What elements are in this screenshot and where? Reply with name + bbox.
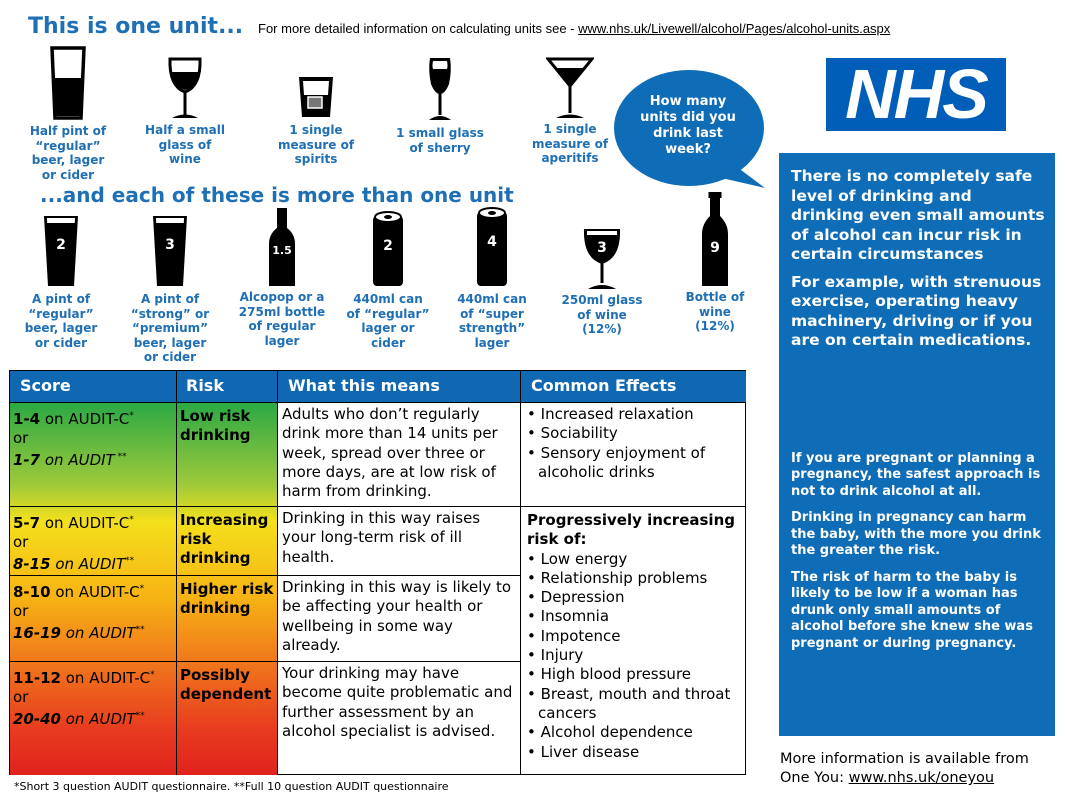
drink-spirits <box>271 75 361 167</box>
table-row-meaning: Your drinking may have become quite problematic and further assessment by an alcohol specialist is advised. <box>282 664 513 740</box>
list-item: • Depression <box>527 588 625 607</box>
unit-count: 9 <box>710 240 720 256</box>
unit-count: 2 <box>56 237 66 253</box>
list-item: • Insomnia <box>527 607 610 626</box>
page-title: This is one unit... <box>28 14 244 39</box>
drink-caption: 440ml can of “regular” lager or cider <box>346 292 430 350</box>
drink-alcopop <box>234 206 330 348</box>
pint-glass-icon <box>41 214 81 288</box>
list-item: • Injury <box>527 646 584 665</box>
drink-can-super <box>447 206 537 350</box>
effects-low-list <box>521 403 746 505</box>
drink-caption: 1 single measure of spirits <box>277 123 355 166</box>
unit-count: 4 <box>487 234 497 250</box>
drink-caption: Half pint of “regular” beer, lager or cider <box>29 124 107 182</box>
list-item: • Increased relaxation <box>527 405 694 423</box>
drink-can-regular <box>343 210 433 350</box>
drink-caption: Alcopop or a 275ml bottle of regular lager <box>238 290 326 348</box>
table-row-risk: Possibly dependent <box>180 666 272 703</box>
list-item: • Alcohol dependence <box>527 723 693 742</box>
table-row-risk: Higher risk drinking <box>180 580 274 617</box>
list-item: • Liver disease <box>527 742 640 761</box>
unit-count: 2 <box>383 238 393 254</box>
header-risk: Risk <box>186 376 224 395</box>
header-effects: Common Effects <box>531 376 677 395</box>
audit-score-table <box>9 370 746 775</box>
effects-high-title: Progressively increasing risk of: <box>527 511 735 549</box>
table-row-risk: Increasing risk drinking <box>180 511 269 567</box>
header-meaning: What this means <box>288 376 440 395</box>
drink-wine-bottle <box>673 190 757 334</box>
drink-half-pint <box>28 46 108 182</box>
info-text: For more detailed information on calculating units see - <box>258 21 579 36</box>
table-row-meaning: Drinking in this way raises your long-term risk of ill health. <box>282 509 481 566</box>
alcopop-bottle-icon <box>267 206 297 288</box>
list-item: • Sensory enjoyment of alcoholic drinks <box>527 443 706 481</box>
pregnancy-paragraph: The risk of harm to the baby is likely to be low if a woman has drunk only small amounts of alcohol before she knew she was pregnant or during pregnancy. <box>791 569 1033 651</box>
units-info-link[interactable]: www.nhs.uk/Livewell/alcohol/Pages/alcohol-units.aspx <box>578 21 891 36</box>
pregnancy-paragraph: If you are pregnant or planning a pregnancy, the safest approach is not to drink alcohol at all. <box>791 450 1041 499</box>
drink-pint-regular <box>24 214 98 350</box>
spirits-tumbler-icon <box>296 75 336 119</box>
table-row-meaning: Drinking in this way is likely to be affecting your health or wellbeing in some way already. <box>282 578 512 654</box>
unit-count: 3 <box>597 240 607 256</box>
drink-caption: Half a small glass of wine <box>145 123 225 166</box>
drink-caption: 440ml can of “super strength” lager <box>457 292 527 350</box>
nhs-logo: NHS <box>826 58 1006 131</box>
drink-large-wine <box>556 226 648 337</box>
bubble-text: How many units did you drink last week? <box>640 94 736 157</box>
list-item: • Impotence <box>527 626 621 645</box>
sherry-glass-icon <box>425 56 455 122</box>
drink-caption: Bottle of wine (12%) <box>685 290 745 333</box>
more-info: More information is available from One You: www.nhs.uk/oneyou <box>780 751 1029 786</box>
drink-caption: 1 small glass of sherry <box>396 126 484 155</box>
list-item: • High blood pressure <box>527 665 692 684</box>
beer-can-icon <box>475 206 509 288</box>
list-item: • Low energy <box>527 549 628 568</box>
half-pint-glass-icon <box>48 46 88 120</box>
drink-caption: 250ml glass of wine (12%) <box>561 293 643 336</box>
wine-bottle-icon <box>700 190 730 288</box>
drink-caption: A pint of “strong” or “premium” beer, lager or cider <box>130 292 210 364</box>
table-row-meaning: Adults who don’t regularly drink more than 14 units per week, spread over three or more days, are at low risk of harm from drinking. <box>282 405 498 501</box>
table-row-score: 5-7 on AUDIT-C* or 8-15 on AUDIT** <box>13 514 135 573</box>
drink-aperitif <box>525 56 615 166</box>
panel-paragraph: There is no completely safe level of drinking and drinking even small amounts of alcohol can incur risk in certain circumstances <box>791 167 1045 263</box>
wine-glass-icon <box>580 226 624 290</box>
martini-glass-icon <box>546 56 594 120</box>
header-score: Score <box>20 376 71 395</box>
drink-caption: 1 single measure of aperitifs <box>531 122 609 165</box>
oneyou-link[interactable]: www.nhs.uk/oneyou <box>848 770 995 786</box>
effects-high-list <box>521 509 746 774</box>
unit-count: 1.5 <box>272 244 292 257</box>
risk-info-panel <box>779 153 1055 736</box>
pregnancy-paragraph: Drinking in pregnancy can harm the baby, with the more you drink the greater the risk. <box>791 510 1041 558</box>
section-title: ...and each of these is more than one unit <box>40 183 514 207</box>
small-wine-glass-icon <box>165 56 205 120</box>
list-item: • Breast, mouth and throat cancers <box>527 684 731 722</box>
pint-glass-icon <box>150 214 190 288</box>
beer-can-icon <box>371 210 405 288</box>
drink-small-wine <box>140 56 230 167</box>
drink-pint-strong <box>128 214 212 365</box>
table-row-score: 1-4 on AUDIT-C* or 1-7 on AUDIT ** <box>13 410 134 469</box>
drink-sherry <box>390 56 490 155</box>
table-row-score: 11-12 on AUDIT-C* or 20-40 on AUDIT** <box>13 669 155 728</box>
list-item: • Sociability <box>527 424 618 443</box>
footnote: *Short 3 question AUDIT questionnaire. **Full 10 question AUDIT questionnaire <box>14 780 449 793</box>
table-row-risk: Low risk drinking <box>180 407 251 444</box>
panel-paragraph: For example, with strenuous exercise, operating heavy machinery, driving or if you are on certain medications. <box>791 272 1042 349</box>
table-row-score: 8-10 on AUDIT-C* or 16-19 on AUDIT** <box>13 583 145 642</box>
drink-caption: A pint of “regular” beer, lager or cider <box>24 292 98 350</box>
list-item: • Relationship problems <box>527 568 708 587</box>
info-line <box>258 21 890 36</box>
unit-count: 3 <box>165 237 175 253</box>
